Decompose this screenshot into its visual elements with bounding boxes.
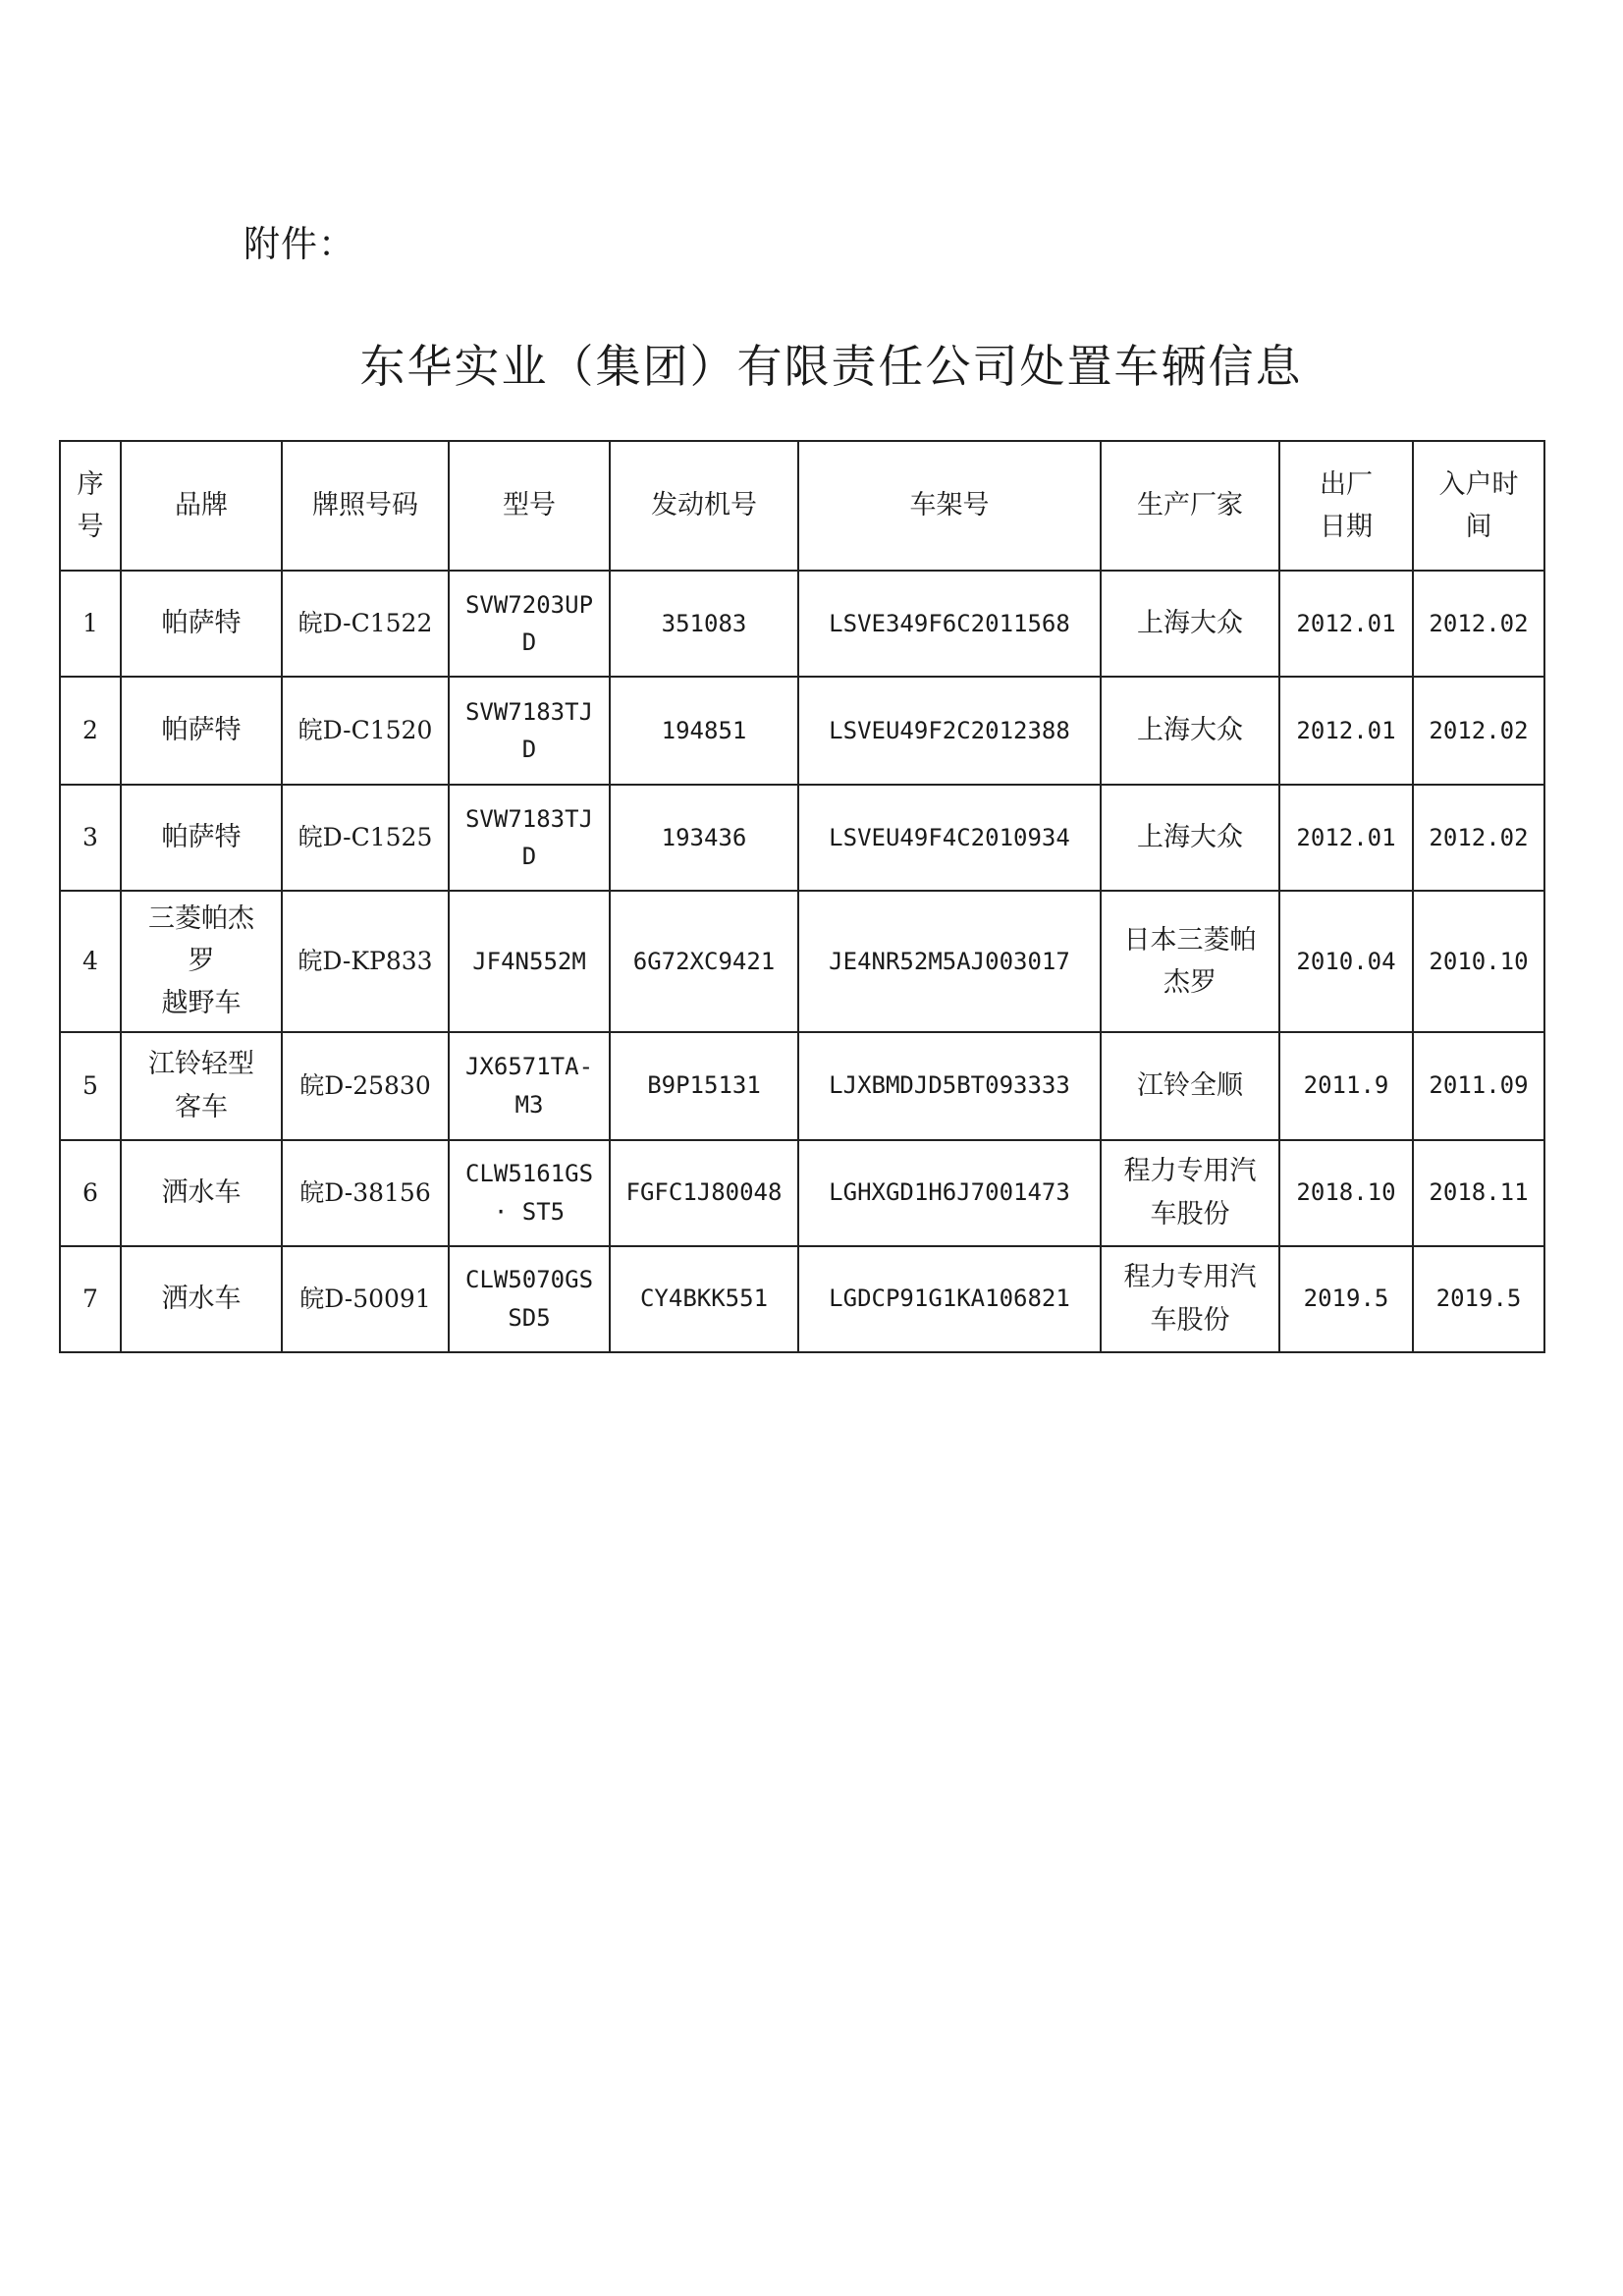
cell-no: [60, 1246, 121, 1352]
cell-plate: [282, 1032, 449, 1140]
cell-registered-line1: 2018.11: [1429, 1178, 1529, 1207]
cell-model-line1: SVW7183TJ: [464, 697, 594, 726]
table-row: [60, 677, 1544, 785]
header-made: [1279, 441, 1413, 571]
cell-model-line1: SVW7203UP: [464, 590, 594, 619]
cell-brand-line1: 江铃轻型: [148, 1049, 254, 1080]
vehicle-table: [59, 440, 1545, 1353]
header-model: 型号: [449, 441, 610, 571]
table-row: [60, 891, 1544, 1032]
cell-engine: [610, 1140, 798, 1246]
cell-model-line1: SVW7183TJ: [464, 804, 594, 833]
cell-registered-line1: 2012.02: [1429, 823, 1529, 851]
cell-maker: [1101, 1140, 1279, 1246]
cell-vin-line1: LJXBMDJD5BT093333: [829, 1071, 1070, 1100]
cell-vin-line1: LSVE349F6C2011568: [829, 609, 1070, 637]
cell-model: [449, 1032, 610, 1140]
cell-plate: [282, 1140, 449, 1246]
cell-maker-line1: 上海大众: [1137, 715, 1243, 746]
cell-vin-line1: JE4NR52M5AJ003017: [829, 947, 1070, 975]
cell-vin-line1: LSVEU49F2C2012388: [829, 716, 1070, 744]
cell-maker: [1101, 785, 1279, 891]
cell-plate-line1: 皖D-25830: [299, 1070, 431, 1100]
cell-brand: [121, 571, 282, 677]
cell-vin-line1: LGHXGD1H6J7001473: [829, 1178, 1070, 1207]
cell-model: [449, 891, 610, 1032]
cell-made: [1279, 677, 1413, 785]
cell-engine-line1: 193436: [661, 823, 747, 851]
header-no-line1: 序: [77, 468, 104, 500]
cell-registered: [1413, 571, 1544, 677]
attachment-label: 附件：: [243, 223, 355, 265]
cell-model-line2: D: [521, 843, 537, 870]
cell-model: [449, 1140, 610, 1246]
cell-model-line2: SD5: [508, 1303, 551, 1332]
cell-maker: [1101, 891, 1279, 1032]
cell-brand: [121, 785, 282, 891]
cell-made-line1: 2018.10: [1296, 1178, 1396, 1207]
table-body: [60, 571, 1544, 1352]
cell-vin: [798, 785, 1101, 891]
cell-plate: [282, 677, 449, 785]
header-engine: 发动机号: [610, 441, 798, 571]
header-registered-line1: 入户时: [1438, 468, 1519, 500]
cell-brand-line1: 帕萨特: [161, 822, 242, 853]
cell-no-line1: 3: [82, 823, 98, 851]
cell-no-line1: 6: [82, 1177, 98, 1207]
cell-made: [1279, 1140, 1413, 1246]
cell-made-line1: 2010.04: [1296, 947, 1396, 975]
cell-maker-line2: 车股份: [1150, 1198, 1230, 1230]
cell-maker-line2: 杰罗: [1163, 966, 1217, 998]
cell-vin-line1: LSVEU49F4C2010934: [829, 823, 1070, 851]
cell-maker-line2: 车股份: [1150, 1304, 1230, 1336]
cell-registered: [1413, 785, 1544, 891]
cell-plate-line1: 皖D-C1525: [298, 823, 433, 851]
cell-plate-line1: 皖D-C1520: [298, 716, 433, 744]
cell-model: [449, 677, 610, 785]
cell-brand: [121, 1246, 282, 1352]
header-brand: 品牌: [121, 441, 282, 571]
cell-no: [60, 677, 121, 785]
cell-brand-line3: 越野车: [161, 988, 242, 1019]
cell-no: [60, 1140, 121, 1246]
cell-no-line1: 4: [82, 946, 98, 975]
cell-plate-line1: 皖D-50091: [299, 1284, 431, 1313]
cell-brand: [121, 1032, 282, 1140]
cell-engine-line1: 194851: [661, 716, 747, 744]
header-made-line2: 日期: [1320, 512, 1373, 542]
cell-plate: [282, 1246, 449, 1352]
cell-model: [449, 1246, 610, 1352]
cell-maker: [1101, 571, 1279, 677]
cell-registered: [1413, 1246, 1544, 1352]
header-plate: 牌照号码: [282, 441, 449, 571]
cell-made-line1: 2011.9: [1303, 1071, 1389, 1100]
cell-model-line2: · ST5: [493, 1197, 566, 1226]
cell-vin: [798, 1246, 1101, 1352]
cell-brand-line1: 帕萨特: [161, 715, 242, 746]
cell-no-line1: 2: [82, 716, 98, 744]
cell-vin: [798, 677, 1101, 785]
table-row: [60, 1032, 1544, 1140]
cell-brand-line1: 洒水车: [161, 1176, 242, 1208]
cell-model: [449, 785, 610, 891]
cell-vin: [798, 571, 1101, 677]
cell-maker-line1: 上海大众: [1137, 822, 1243, 853]
cell-plate: [282, 891, 449, 1032]
cell-made: [1279, 785, 1413, 891]
cell-plate-line1: 皖D-38156: [299, 1177, 431, 1207]
cell-model-line2: D: [521, 629, 537, 656]
cell-engine: [610, 571, 798, 677]
header-no-line2: 号: [77, 512, 104, 542]
cell-vin: [798, 1032, 1101, 1140]
cell-plate-line1: 皖D-KP833: [298, 946, 433, 975]
cell-plate-line1: 皖D-C1522: [298, 609, 433, 637]
cell-brand-line2: 罗: [188, 946, 215, 977]
cell-engine-line1: B9P15131: [647, 1071, 761, 1100]
cell-engine-line1: 6G72XC9421: [632, 947, 776, 975]
cell-brand-line1: 帕萨特: [161, 608, 242, 639]
cell-no: [60, 891, 121, 1032]
cell-made: [1279, 1032, 1413, 1140]
table-header: [60, 441, 1544, 571]
cell-made: [1279, 571, 1413, 677]
cell-registered: [1413, 891, 1544, 1032]
cell-maker-line1: 程力专用汽: [1123, 1262, 1257, 1293]
cell-maker-line1: 上海大众: [1137, 608, 1243, 639]
header-registered-line2: 间: [1465, 512, 1492, 542]
cell-engine-line1: FGFC1J80048: [625, 1178, 783, 1207]
cell-no: [60, 1032, 121, 1140]
cell-registered: [1413, 1140, 1544, 1246]
cell-plate: [282, 571, 449, 677]
cell-registered-line1: 2012.02: [1429, 716, 1529, 744]
cell-vin-line1: LGDCP91G1KA106821: [829, 1285, 1070, 1313]
cell-made-line1: 2012.01: [1296, 716, 1396, 744]
cell-no: [60, 571, 121, 677]
cell-model-line1: CLW5161GS: [464, 1160, 594, 1188]
cell-no: [60, 785, 121, 891]
cell-engine-line1: CY4BKK551: [639, 1285, 769, 1313]
cell-model-line1: JX6571TA-: [464, 1053, 594, 1081]
header-maker: 生产厂家: [1101, 441, 1279, 571]
cell-model-line2: M3: [514, 1090, 544, 1119]
cell-model: [449, 571, 610, 677]
cell-brand-line2: 客车: [175, 1091, 228, 1122]
cell-made-line1: 2019.5: [1303, 1285, 1389, 1313]
header-row: [60, 441, 1544, 571]
cell-model-line2: D: [521, 736, 537, 763]
cell-brand: [121, 677, 282, 785]
cell-no-line1: 7: [82, 1284, 98, 1313]
table-row: [60, 1246, 1544, 1352]
cell-engine: [610, 1246, 798, 1352]
cell-maker-line1: 日本三菱帕: [1123, 924, 1257, 956]
cell-maker: [1101, 1246, 1279, 1352]
header-vin: 车架号: [798, 441, 1101, 571]
table-row: [60, 785, 1544, 891]
header-made-line1: 出厂: [1320, 468, 1373, 500]
cell-model-line1: JF4N552M: [472, 947, 586, 975]
cell-plate: [282, 785, 449, 891]
cell-vin: [798, 891, 1101, 1032]
cell-brand: [121, 891, 282, 1032]
cell-made: [1279, 1246, 1413, 1352]
table-row: [60, 1140, 1544, 1246]
cell-registered-line1: 2011.09: [1429, 1071, 1529, 1100]
cell-registered: [1413, 1032, 1544, 1140]
cell-made-line1: 2012.01: [1296, 823, 1396, 851]
cell-registered-line1: 2012.02: [1429, 609, 1529, 637]
header-no: [60, 441, 121, 571]
table-row: [60, 571, 1544, 677]
cell-no-line1: 5: [82, 1070, 98, 1100]
cell-made: [1279, 891, 1413, 1032]
cell-engine: [610, 677, 798, 785]
cell-engine: [610, 891, 798, 1032]
cell-vin: [798, 1140, 1101, 1246]
document-title: 东华实业（集团）有限责任公司处置车辆信息: [359, 340, 1303, 393]
cell-maker: [1101, 1032, 1279, 1140]
cell-engine-line1: 351083: [661, 609, 747, 637]
cell-brand: [121, 1140, 282, 1246]
cell-maker-line1: 江铃全顺: [1137, 1069, 1243, 1101]
cell-registered-line1: 2010.10: [1429, 947, 1529, 975]
header-registered: [1413, 441, 1544, 571]
cell-brand-line1: 三菱帕杰: [148, 903, 254, 934]
cell-registered-line1: 2019.5: [1435, 1285, 1522, 1313]
cell-no-line1: 1: [82, 609, 98, 637]
cell-made-line1: 2012.01: [1296, 609, 1396, 637]
cell-engine: [610, 785, 798, 891]
cell-engine: [610, 1032, 798, 1140]
cell-registered: [1413, 677, 1544, 785]
cell-model-line1: CLW5070GS: [464, 1266, 594, 1294]
cell-maker: [1101, 677, 1279, 785]
cell-maker-line1: 程力专用汽: [1123, 1156, 1257, 1187]
cell-brand-line1: 洒水车: [161, 1283, 242, 1314]
